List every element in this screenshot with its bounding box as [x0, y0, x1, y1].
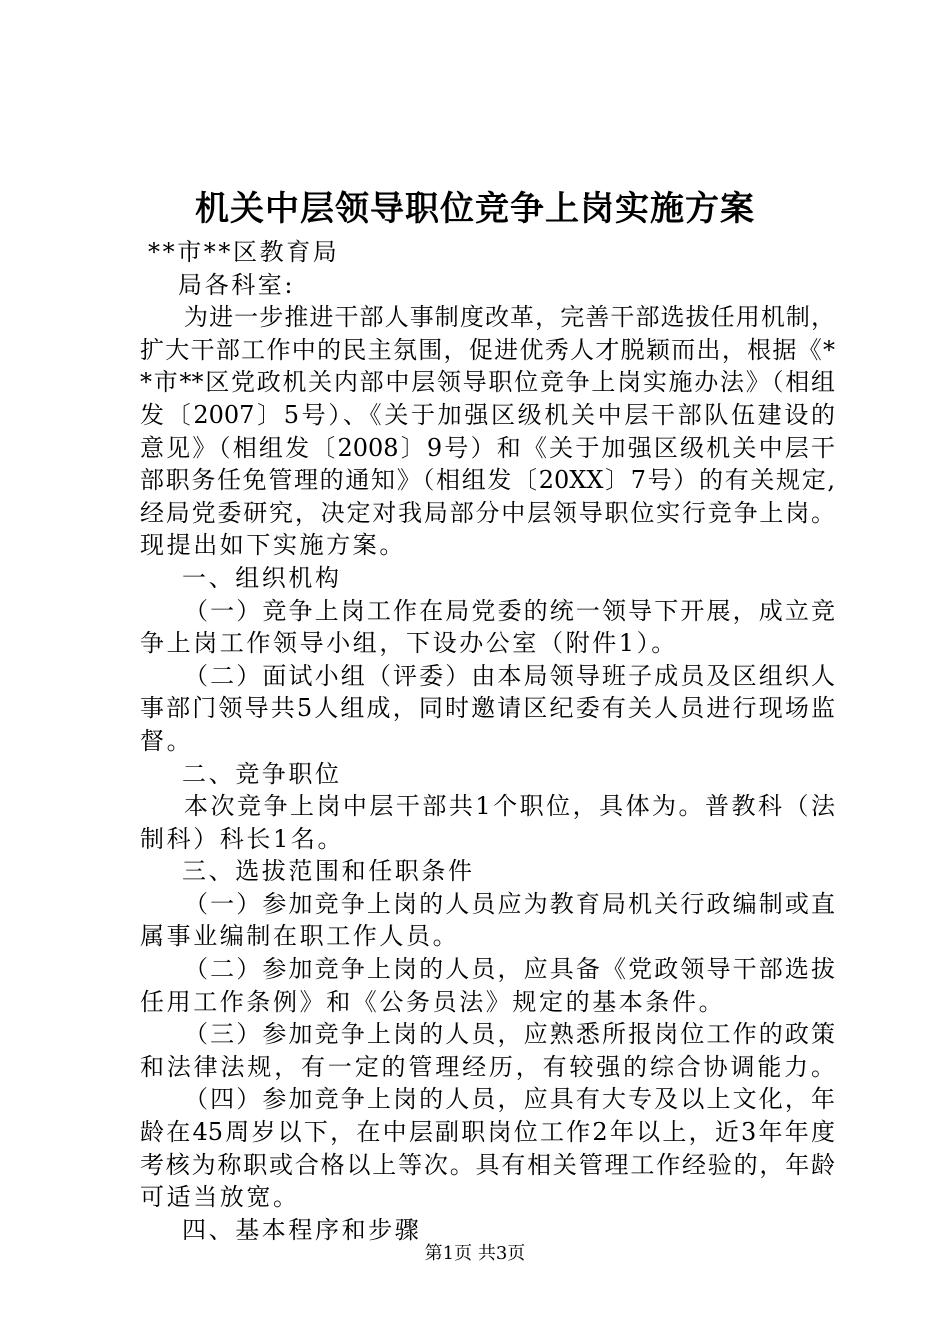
- paragraph-line: （一）参加竞争上岗的人员应为教育局机关行政编制或直: [184, 889, 835, 918]
- paragraph-line: 制科）科长1名。: [140, 824, 345, 853]
- paragraph-line: 扩大干部工作中的民主氛围，促进优秀人才脱颖而出，根据《*: [140, 335, 835, 364]
- paragraph-line: 意见》（相组发〔2008〕9号）和《关于加强区级机关中层干: [140, 433, 835, 462]
- page-number-footer: 第1页 共3页: [424, 1243, 526, 1264]
- section-heading: 二、竞争职位: [182, 759, 342, 788]
- document-title: 机关中层领导职位竞争上岗实施方案: [195, 189, 755, 229]
- paragraph-line: 事部门领导共5人组成，同时邀请区纪委有关人员进行现场监: [140, 694, 835, 723]
- paragraph-line: *市**区党政机关内部中层领导职位竞争上岗实施办法》（相组: [140, 368, 835, 397]
- paragraph-line: 督。: [140, 726, 194, 755]
- issuer-line: **市**区教育局: [148, 238, 340, 266]
- paragraph-line: （二）面试小组（评委）由本局领导班子成员及区组织人: [184, 661, 835, 690]
- paragraph-line: 考核为称职或合格以上等次。具有相关管理工作经验的，年龄: [140, 1150, 835, 1179]
- paragraph-line: 为进一步推进干部人事制度改革，完善干部选拔任用机制，: [184, 303, 835, 332]
- recipient-line: 局各科室:: [178, 270, 296, 299]
- paragraph-line: 属事业编制在职工作人员。: [140, 922, 460, 951]
- section-heading: 一、组织机构: [182, 563, 342, 592]
- paragraph-line: （一）竞争上岗工作在局党委的统一领导下开展，成立竞: [184, 596, 835, 625]
- section-heading: 三、选拔范围和任职条件: [182, 857, 475, 886]
- paragraph-line: 现提出如下实施方案。: [140, 531, 406, 560]
- paragraph-line: （四）参加竞争上岗的人员，应具有大专及以上文化，年: [184, 1085, 835, 1114]
- paragraph-line: 发〔2007〕5号）、《关于加强区级机关中层干部队伍建设的: [140, 400, 835, 429]
- paragraph-line: 可适当放宽。: [140, 1183, 300, 1212]
- paragraph-line: 本次竞争上岗中层干部共1个职位，具体为。普教科（法: [184, 792, 835, 821]
- section-heading: 四、基本程序和步骤: [182, 1215, 422, 1244]
- paragraph-line: 部职务任免管理的通知》（相组发〔20XX〕7号）的有关规定,: [140, 466, 835, 495]
- paragraph-line: （二）参加竞争上岗的人员，应具备《党政领导干部选拔: [184, 955, 835, 984]
- document-body: [140, 236, 835, 1246]
- paragraph-line: 争上岗工作领导小组，下设办公室（附件1）。: [140, 629, 678, 658]
- paragraph-line: 龄在45周岁以下，在中层副职岗位工作2年以上，近3年年度: [140, 1118, 835, 1147]
- paragraph-line: （三）参加竞争上岗的人员，应熟悉所报岗位工作的政策: [184, 1020, 835, 1049]
- paragraph-line: 任用工作条例》和《公务员法》规定的基本条件。: [140, 987, 726, 1016]
- paragraph-line: 和法律法规，有一定的管理经历，有较强的综合协调能力。: [140, 1052, 835, 1081]
- paragraph-line: 经局党委研究，决定对我局部分中层领导职位实行竞争上岗。: [140, 498, 835, 527]
